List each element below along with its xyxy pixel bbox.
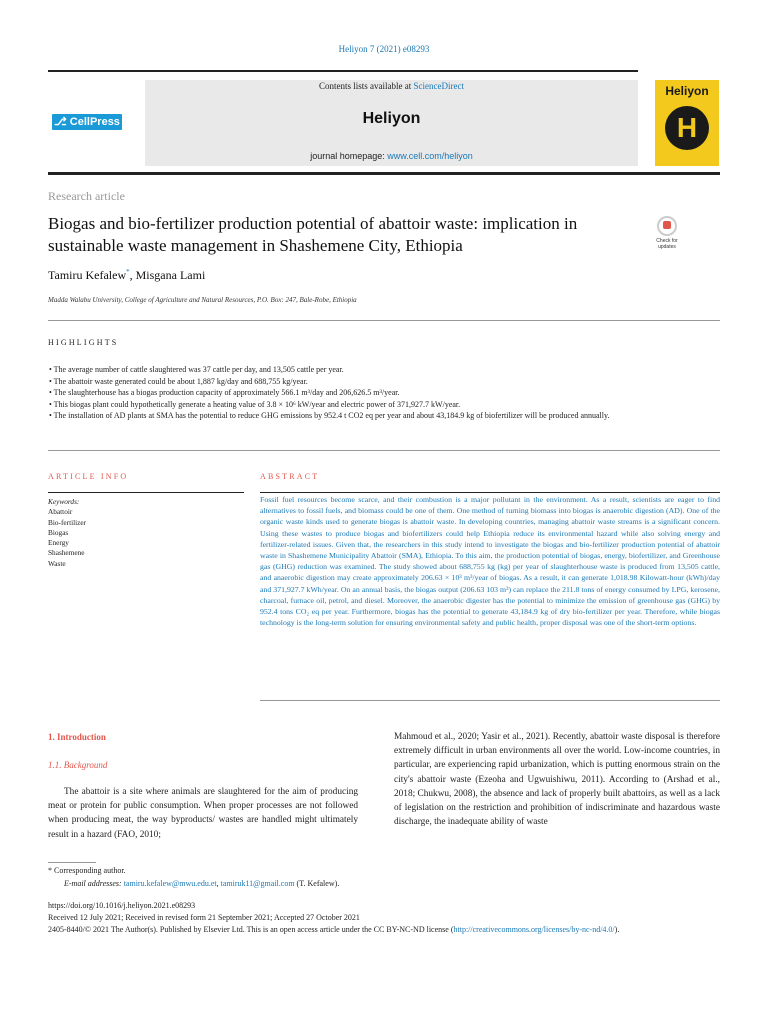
journal-reference[interactable]: Heliyon 7 (2021) e08293 [338,44,430,54]
homepage-line [145,151,638,161]
journal-cover[interactable] [655,80,719,166]
highlight-item: • The abattoir waste generated could be about 1,887 kg/day and 688,755 kg/year. [49,376,308,386]
keyword: Energy [48,538,69,548]
highlight-item: • The slaughterhouse has a biogas production capacity of approximately 566.1 m³/day and 206,626.5 m³/year. [49,388,400,397]
doi-link[interactable]: https://doi.org/10.1016/j.heliyon.2021.e08293 [48,901,196,910]
article-info-heading: ARTICLE INFO [48,472,129,481]
article-dates: Received 12 July 2021; Received in revised form 21 September 2021; Accepted 27 October 2021 [48,913,360,922]
journal-name: Heliyon [362,110,421,127]
email-link[interactable]: tamiru.kefalew@mwu.edu.et [123,879,217,888]
sciencedirect-link[interactable]: ScienceDirect [413,81,464,91]
article-title: Biogas and bio-fertilizer production potential of abattoir waste: implication in sustainable waste management in Shashemene City, Ethiopia [48,214,578,255]
email-line [64,879,339,888]
license-prefix: 2405-8440/© 2021 The Author(s). Published by Elsevier Ltd. This is an open access article under the CC BY-NC-ND license ( [48,925,454,934]
footnote-rule [48,862,96,863]
corresponding-mark[interactable]: * [126,268,130,276]
author-name[interactable]: Tamiru Kefalew [48,268,127,282]
check-updates-icon [657,216,677,236]
license-statement [48,924,720,935]
keywords-label: Keywords: [48,497,80,506]
keywords-block [48,497,86,569]
title-rule [48,172,720,175]
article-type: Research article [48,189,125,203]
keyword: Abattoir [48,507,73,517]
license-link[interactable]: http://creativecommons.org/licenses/by-nc-nd/4.0/ [453,925,615,934]
license-suffix: ). [614,925,620,934]
intro-right-column: Mahmoud et al., 2020; Yasir et al., 2021). Recently, abattoir waste disposal is therefore extremely difficult in urban environments all over the world. Low-income countries, in particular, are experiencing rapid urbanization, which is putting enormous strain on the city's abattoir waste (Ezeoha and Ugwuishiwu, 2011). According to (Arshad et al., 2018; Chukwu, 2008), the absence and lack of properly built abattoirs, as well as a lack of legislation on the restriction and prohibition of indiscriminate and hazardous waste discharge, the inadequate ability of waste [394,732,720,828]
introduction-heading: 1. Introduction [48,732,106,742]
highlights-heading: HIGHLIGHTS [48,338,119,347]
affiliation: Madda Walabu University, College of Agriculture and Natural Resources, P.O. Box: 247, Bale-Robe, Ethiopia [48,296,357,304]
highlight-item: • The average number of cattle slaughtered was 37 cattle per day, and 13,505 cattle per year. [49,365,344,374]
cellpress-logo[interactable]: ⎇ CellPress [52,114,122,130]
corresponding-author-note: * Corresponding author. [48,866,126,875]
homepage-link[interactable]: www.cell.com/heliyon [387,151,473,161]
author-list [48,268,205,283]
check-for-updates-badge[interactable] [648,214,686,256]
intro-left-column: The abattoir is a site where animals are slaughtered for the aim of producing meat or protein for public consumption. When proper processes are not followed when producing meat, the way byproducts/ wastes are handled might ultimately result in a hazard (FAO, 2010; [48,787,358,840]
email-link[interactable]: tamiruk11@gmail.com [220,879,295,888]
highlight-item: • This biogas plant could hypothetically generate a heating value of 3.8 × 10⁶ kW/year and electric power of 371,927.7 kW/year. [49,399,461,409]
highlights-rule [48,450,720,451]
abstract-rule [260,492,720,493]
email-suffix: (T. Kefalew). [294,879,340,888]
abstract-bottom-rule [260,700,720,701]
abstract-text: Fossil fuel resources become scarce, and their combustion is a major pollutant in the environment. As a result, scientists are eager to find alternatives to fossil fuels, and biomass could be one of them. One method of turning biomass into biogas is anaerobic digestion (AD). One of the organic waste kinds used to generate biogas is abattoir waste. In developing countries, managing abattoir waste streams is a significant concern. Using these wastes to produce biogas and biofertilizers could help Ethiopia reduce its environmental hazard while also solving energy and fertilizer-related issues. Given that, the researchers in this study intend to investigate the biogas and bio-fertilizer production potential of abattoir waste in Shashemene Municipality Abattoir (SMA), Ethiopia. To this aim, the production potential of biogas, energy, biofertilizer, and Greenhouse gas (GHG) reduction was examined. The study showed about 688,755 kg (kg) per year of slaughterhouse waste is produced from 13,505 cattle, and anaerobic digestion may create approximately 206.63 × 10³ m³/year of biogas. As a result, it can generate 1,018.98 Kilowatt-hour (kWh)/day and 371,927.7 kWh/year. On an annual basis, the biogas output (206.63 103 m³) can replace the 211.8 tons of energy consumed by LPG, kerosene, charcoal, furnace oil, petrol, and diesel. Moreover, the anaerobic digester has the potential to minimize the emission of greenhouse gas (GHG) by 952.4 tons CO₂ eq per year. Furthermore, biogas has the potential to generate 43,184.9 kg of dry bio-fertilizer per year. Therefore, while biogas technology is the long-term solution for ensuring environmental safety and public health, proper disposal was one of the short-term options. [260,495,720,628]
check-updates-label: Check for updates [656,238,678,250]
email-label: E-mail addresses: [64,879,124,888]
highlights-list [48,364,720,422]
cover-title: Heliyon [665,84,709,98]
keyword: Waste [48,558,66,568]
highlight-item: • The installation of AD plants at SMA has the potential to reduce GHG emissions by 952.4 t CO2 eq per year and about 43,184.9 kg of biofertilizer will be produced annually. [49,411,610,420]
background-subheading: 1.1. Background [48,760,108,770]
email-separator: , [216,879,221,888]
keyword: Bio-fertilizer [48,517,87,527]
keyword: Biogas [48,527,69,537]
abstract-heading: ABSTRACT [260,472,320,481]
article-info-rule [48,492,244,493]
affiliation-rule [48,320,720,321]
coauthor-names[interactable]: , Misgana Lami [129,268,206,282]
contents-line [145,81,638,91]
keyword: Shashemene [48,548,85,558]
cover-logo-icon: H [665,106,709,150]
header-rule [48,70,638,72]
publisher-logo-area [48,80,140,164]
homepage-prefix: journal homepage: [310,151,388,161]
contents-prefix: Contents lists available at [319,81,414,91]
journal-banner [145,80,638,166]
